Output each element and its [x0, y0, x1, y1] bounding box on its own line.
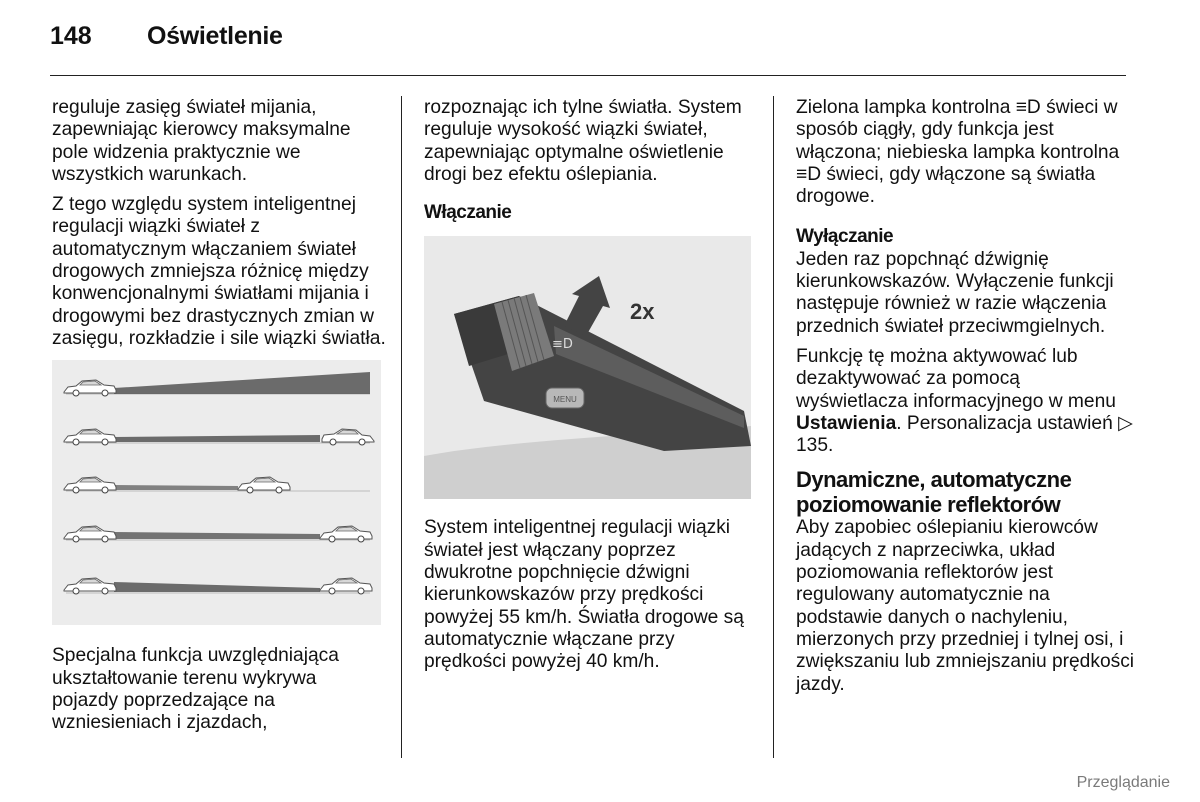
footer-label: Przeglądanie [1076, 774, 1170, 791]
page-reference-arrow-icon: ▷ [1118, 412, 1133, 434]
page-title: Oświetlenie [147, 22, 283, 50]
push-count-label: 2x [630, 299, 655, 325]
col2-paragraph-2: System inteligentnej regulacji wiązki świateł jest włączany poprzez dwukrotne popchnięcie dźwigni kierunkowskazów przy prędkości powyżej 55 km/h. Światła drogowe są automatycznie włączane przy prędkości powyżej 40 km/h. [424, 517, 744, 673]
column-divider-1 [401, 96, 402, 758]
col1-paragraph-3: Specjalna funkcja uwzględniająca ukształtowanie terenu wykrywa pojazdy poprzedzające na wzniesieniach i zjazdach, [52, 645, 339, 734]
column-3 [796, 97, 1136, 704]
column-1 [52, 97, 387, 742]
svg-text:≡D: ≡D [552, 337, 573, 353]
col3-paragraph-2: Jeden raz popchnąć dźwignię kierunkowskazów. Wyłączenie funkcji następuje również w razie włączenia przednich świateł przeciwmgielnych. [796, 248, 1114, 337]
page-header [50, 22, 1130, 58]
section-heading-wlaczanie: Włączanie [424, 202, 512, 224]
col3-paragraph-1: Zielona lampka kontrolna ≡D świeci w sposób ciągły, gdy funkcja jest włączona; niebieska lampka kontrolna ≡D świeci, gdy włączone są światła drogowe. [796, 97, 1120, 208]
section-heading-poziomowanie: Dynamiczne, automatyczne poziomowanie reflektorów [796, 467, 1072, 518]
section-heading-wylaczanie: Wyłączanie [796, 226, 894, 248]
col3-paragraph-4: Aby zapobiec oślepianiu kierowców jadących z naprzeciwka, układ poziomowania reflektorów jest regulowany automatycznie na podstawie danych o nachyleniu, mierzonych przy przedniej i tylnej osi, i zwiększaniu lub zmniejszaniu prędkości jazdy. [796, 517, 1135, 695]
high-beam-indicator-icon: ≡D [796, 163, 822, 185]
menu-settings-term: Ustawienia [796, 412, 897, 434]
col3-paragraph-3: Funkcję tę można aktywować lub dezaktywować za pomocą wyświetlacza informacyjnego w menu Ustawienia. Personalizacja ustawień ▷ 135. [796, 345, 1133, 457]
col2-paragraph-1: rozpoznając ich tylne światła. System reguluje wysokość wiązki świateł, zapewniając optymalne oświetlenie drogi bez efektu oślepiania. [424, 97, 742, 185]
page-number: 148 [50, 22, 92, 50]
stalk-illustration [424, 236, 751, 499]
header-rule [50, 75, 1126, 76]
menu-button-label: MENU [553, 395, 577, 405]
page-reference[interactable]: 135. [796, 435, 834, 457]
col1-paragraph-2: Z tego względu system inteligentnej regulacji wiązki świateł z automatycznym włączaniem świateł drogowych zmniejsza różnicę między konwencjonalnymi światłami mijania i drogowymi bez drastycznych zmian w zasięgu, rozkładzie i sile wiązki światła. [52, 194, 386, 349]
beam-diagram [52, 360, 381, 625]
col1-paragraph-1: reguluje zasięg świateł mijania, zapewniając kierowcy maksymalne pole widzenia praktycznie we wszystkich warunkach. [52, 97, 351, 185]
column-2 [424, 97, 759, 682]
column-divider-2 [773, 96, 774, 758]
auto-high-beam-indicator-icon: ≡D [1015, 97, 1041, 118]
